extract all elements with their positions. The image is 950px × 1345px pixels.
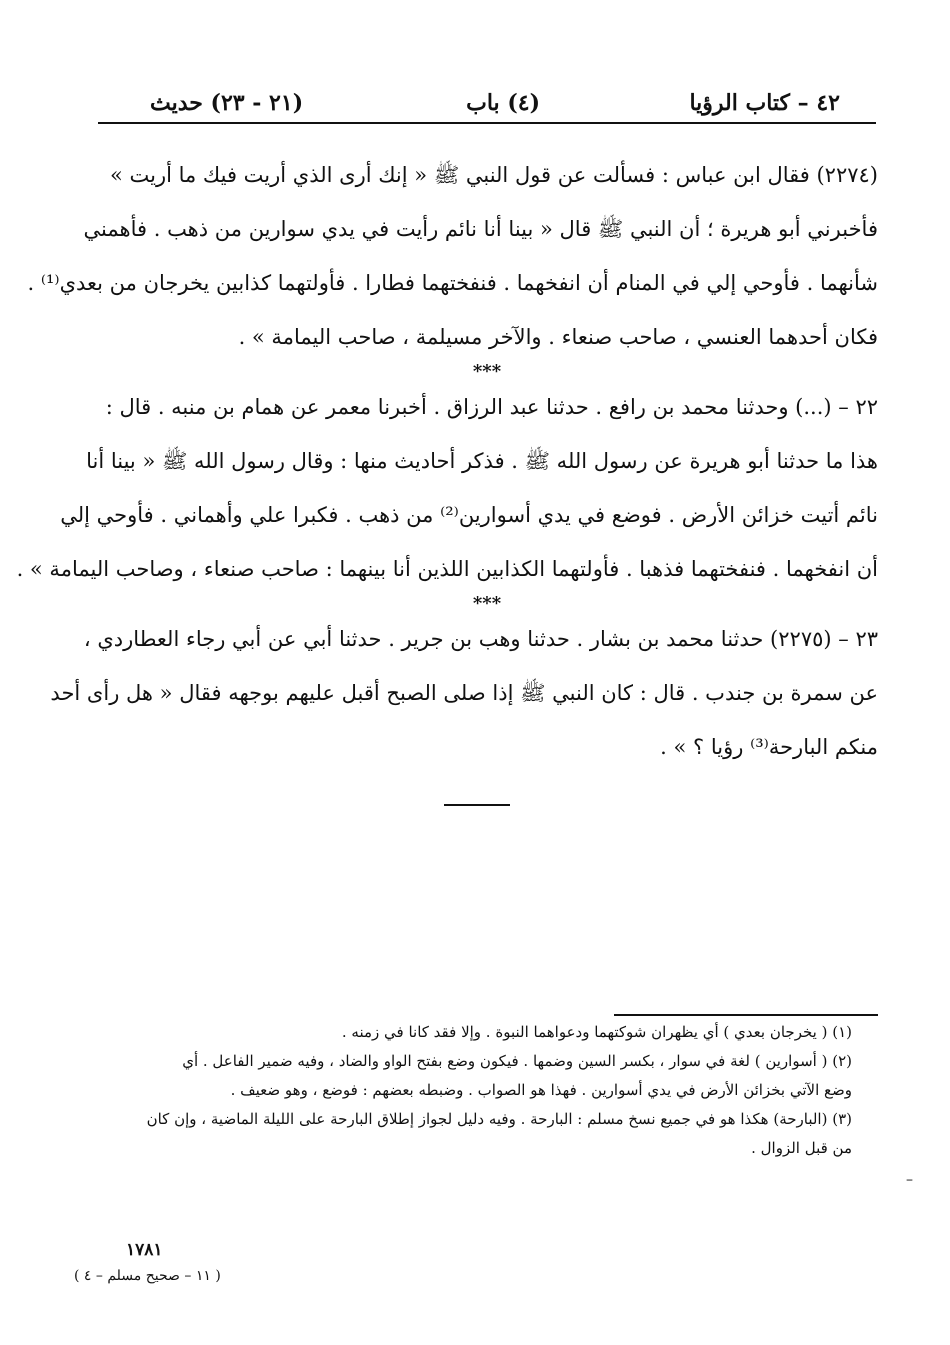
footnote-line: من قبل الزوال . (751, 1139, 852, 1157)
hadith-23-line: منكم البارحة⁽³⁾ رؤيا ؟ » . (660, 735, 878, 759)
header-rule (98, 122, 876, 124)
end-of-text-rule (444, 804, 510, 806)
text-line: شأنهما . فأوحي إلي في المنام أن انفخهما . فنفختهما فطارا . فأولتهما كذابين يخرجان من بعدي⁽¹⁾ . (27, 271, 878, 295)
section-separator: *** (472, 593, 502, 614)
footnote-line: (١) ( يخرجان بعدي ) أي يظهران شوكتهما ودعواهما النبوة . وإلا فقد كانا في زمنه . (341, 1023, 852, 1041)
text-line: فأخبرني أبو هريرة ؛ أن النبي ﷺ قال « بينا أنا نائم رأيت في يدي سوارين من ذهب . فأهمني (83, 217, 878, 241)
text-line: (٢٢٧٤) فقال ابن عباس : فسألت عن قول النبي ﷺ « إنك أرى الذي أريت فيك ما أريت » (109, 163, 878, 187)
hadith-23-line: ٢٣ – (٢٢٧٥) حدثنا محمد بن بشار . حدثنا وهب بن جرير . حدثنا أبي عن أبي رجاء العطاردي ، (83, 627, 878, 651)
footnote-line: (٣) (البارحة) هكذا هو في جميع نسخ مسلم : البارحة . وفيه دليل لجواز إطلاق البارحة على الليلة الماضية ، وإن كان (146, 1110, 852, 1128)
header-section: (٤) باب (466, 90, 540, 116)
hadith-22-line: أن انفخهما . فنفختهما فذهبا . فأولتهما الكذابين اللذين أنا بينهما : صاحب صنعاء ، وصاحب اليمامة » . (16, 557, 878, 581)
main-text (16, 148, 878, 774)
hadith-22-line: هذا ما حدثنا أبو هريرة عن رسول الله ﷺ . فذكر أحاديث منها : وقال رسول الله ﷺ « بينا أنا (86, 449, 878, 473)
header-hadith-range: (٢١ - ٢٣) حديث (150, 90, 304, 116)
page-number: ١٧٨١ (126, 1240, 163, 1260)
text-line: فكان أحدهما العنسي ، صاحب صنعاء . والآخر مسيلمة ، صاحب اليمامة » . (238, 325, 878, 349)
footnote-line: (٢) ( أسوارين ) لغة في سوار ، بكسر السين وضمها . فيكون وضع بفتح الواو والضاد ، وفيه ضمير الفاعل . أي (182, 1052, 852, 1070)
hadith-22-line: نائم أتيت خزائن الأرض . فوضع في يدي أسوارين⁽²⁾ من ذهب . فكبرا علي وأهماني . فأوحي إلي (60, 503, 878, 527)
hadith-23-line: عن سمرة بن جندب . قال : كان النبي ﷺ إذا صلى الصبح أقبل عليهم بوجهه فقال « هل رأى أحد (50, 681, 878, 705)
running-header (98, 86, 870, 120)
footnotes (130, 1018, 852, 1163)
section-separator: *** (472, 361, 502, 382)
printer-signature: ( ١١ – صحيح مسلم – ٤ ) (74, 1268, 221, 1284)
footnote-line: وضع الآتي بخزائن الأرض في يدي أسوارين . فهذا هو الصواب . وضبطه بعضهم : فوضع ، وهو ضعيف . (230, 1081, 852, 1099)
hadith-22-line: ٢٢ – (...) وحدثنا محمد بن رافع . حدثنا عبد الرزاق . أخبرنا معمر عن همام بن منبه . قال : (105, 395, 878, 419)
footnote-rule (614, 1014, 878, 1016)
margin-dash: – (906, 1172, 913, 1188)
header-chapter: ٤٢ – كتاب الرؤيا (689, 90, 840, 116)
